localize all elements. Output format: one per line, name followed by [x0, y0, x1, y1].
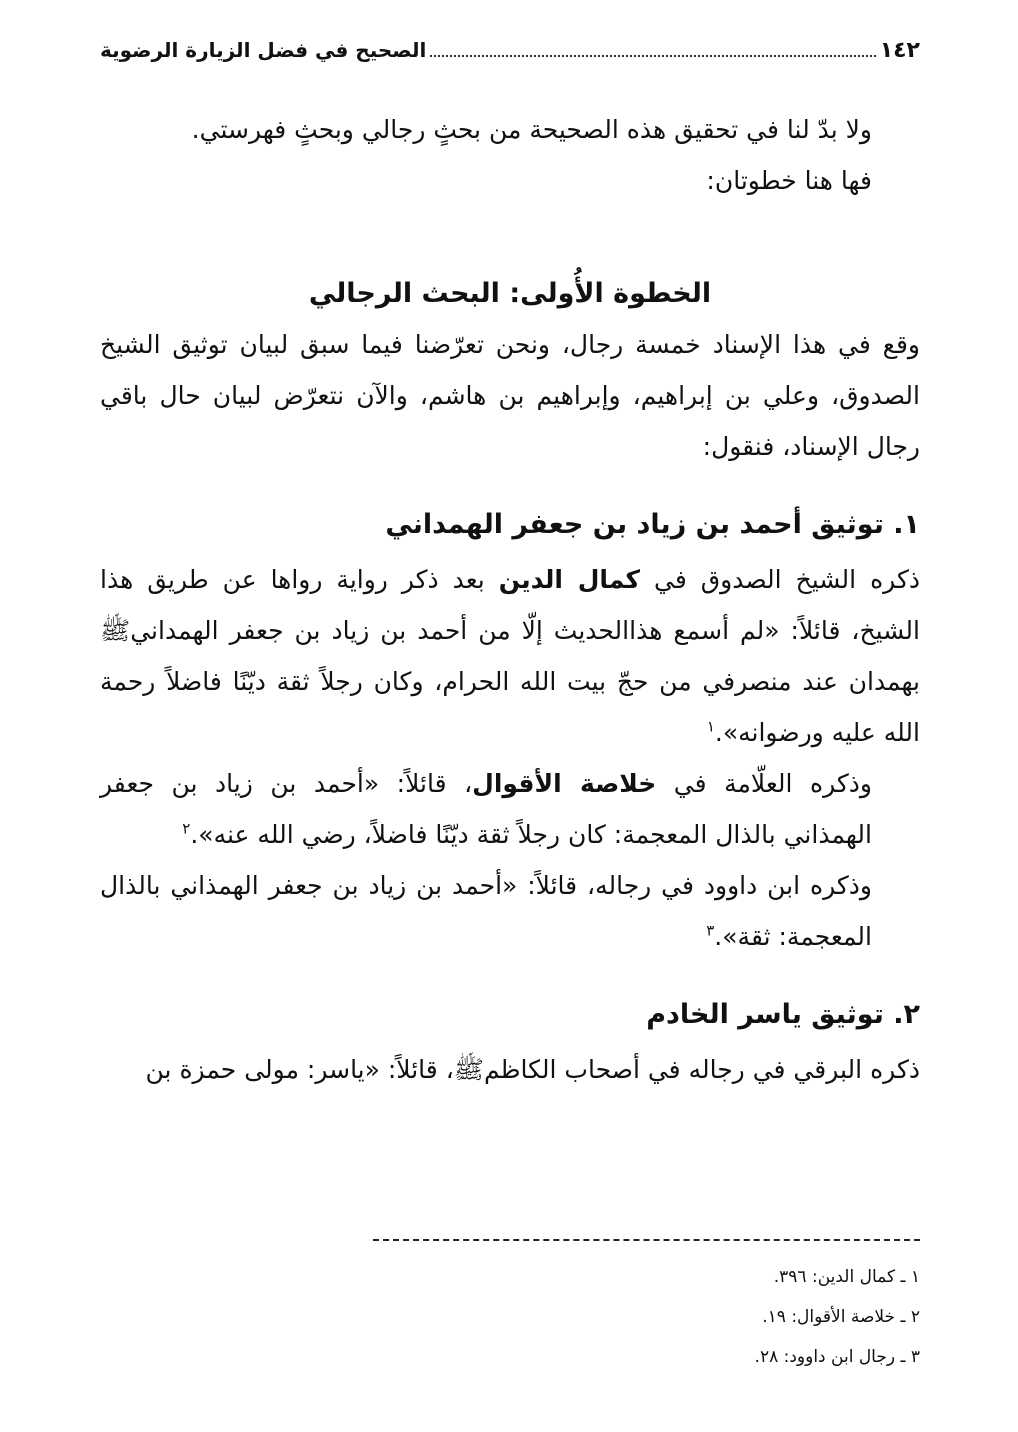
footnote-marker-2: ٢ — [182, 819, 191, 838]
intro-line-1: ولا بدّ لنا في تحقيق هذه الصحيحة من بحثٍ رجالي وبحثٍ فهرستي. — [191, 115, 872, 144]
book-title: الصحيح في فضل الزيارة الرضوية — [100, 38, 427, 62]
footnote-3: ٣ ـ رجال ابن داوود: ٢٨. — [754, 1347, 920, 1367]
footnote-separator — [373, 1239, 920, 1241]
page-body — [100, 104, 920, 1095]
footnote-1: ١ ـ كمال الدين: ٣٩٦. — [773, 1267, 920, 1287]
page-number: ١٤٢ — [879, 38, 920, 63]
item1-paragraph-3: وذكره ابن داوود في رجاله، قائلاً: «أحمد بن زياد بن جعفر الهمذاني بالذال المعجمة: ثقة».$^٣$ — [100, 871, 872, 951]
section-title: الخطوة الأُولى: البحث الرجالي — [308, 278, 712, 309]
intro-line-2: فها هنا خطوتان: — [706, 166, 872, 195]
header-dot-leader — [430, 39, 875, 57]
item1-paragraph-2: وذكره العلّامة في خلاصة الأقوال، قائلاً: «أحمد بن زياد بن جعفر الهمذاني بالذال المعجمة: كان رجلاً ثقة ديّنًا فاضلاً، رضي الله عنه».$^٢$ — [100, 769, 873, 849]
footnotes — [100, 1257, 920, 1377]
footnote-marker-1: ١ — [706, 717, 715, 736]
item2-title: ٢. توثيق ياسر الخادم — [646, 999, 920, 1030]
item2-paragraph-1: ذكره البرقي في رجاله في أصحاب الكاظمﷺ، قائلاً: «ياسر: مولى حمزة بن — [145, 1055, 920, 1084]
running-header — [100, 38, 920, 74]
section-intro-paragraph: وقع في هذا الإسناد خمسة رجال، ونحن تعرّضنا فيما سبق لبيان توثيق الشيخ الصدوق، وعلي بن إبراهيم، وإبراهيم بن هاشم، والآن نتعرّض لبيان حال باقي رجال الإسناد، فنقول: — [100, 330, 920, 461]
source-ref-khulasa: خلاصة الأقوال — [472, 769, 657, 798]
item1-paragraph-1: ذكره الشيخ الصدوق في كمال الدين بعد ذكر رواية رواها عن طريق هذا الشيخ، قائلاً: «لم أسمع هذاالحديث إلّا من أحمد بن زياد بن جعفر الهمدانيﷺ بهمدان عند منصرفي من حجّ بيت الله الحرام، وكان رجلاً ثقة ديّنًا فاضلاً رحمة الله عليه ورضوانه».$^١$ — [100, 565, 920, 747]
item1-title: ١. توثيق أحمد بن زياد بن جعفر الهمداني — [385, 509, 920, 540]
source-ref-kamal: كمال الدين — [498, 565, 641, 594]
footnote-marker-3: ٣ — [706, 921, 715, 940]
footnote-2: ٢ ـ خلاصة الأقوال: ١٩. — [762, 1307, 920, 1327]
